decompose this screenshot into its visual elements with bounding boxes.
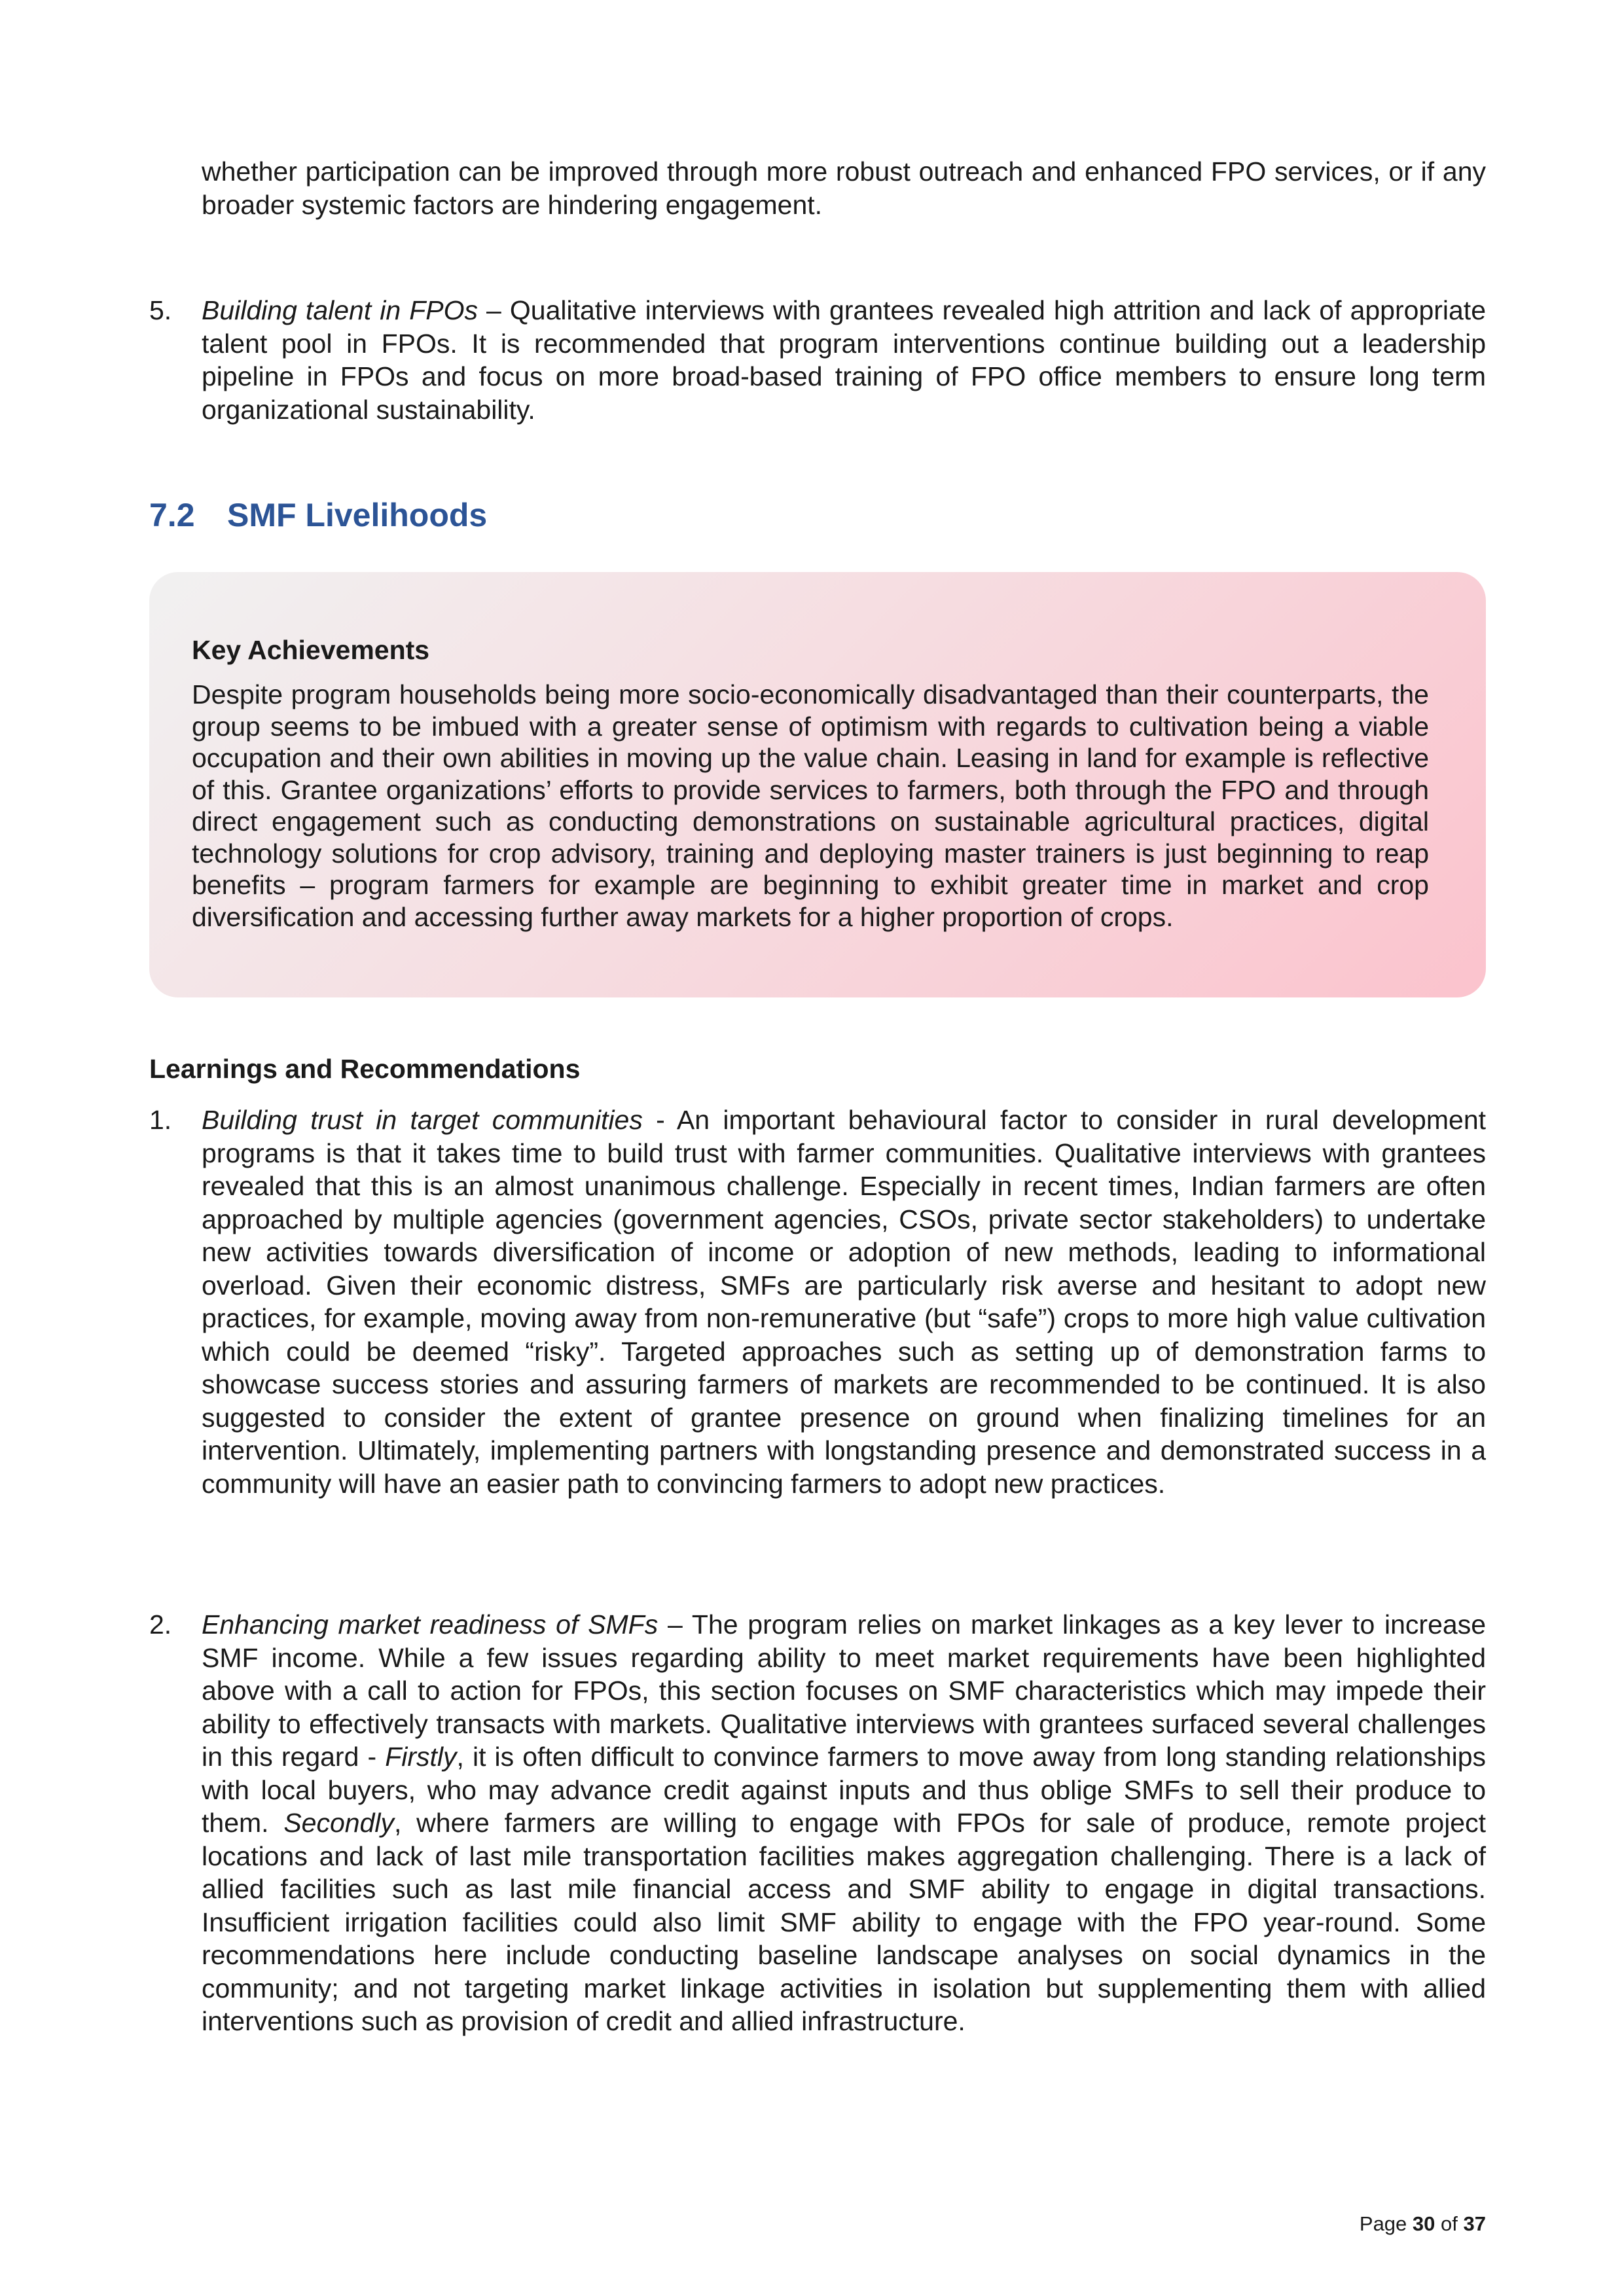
current-page: 30	[1412, 2212, 1435, 2235]
list-item-title: Enhancing market readiness of SMFs	[202, 1609, 659, 1640]
secondly-label: Secondly	[283, 1808, 394, 1838]
firstly-label: Firstly	[385, 1742, 457, 1772]
section-heading	[149, 496, 487, 534]
list-item-text: – Qualitative interviews with grantees revealed high attrition and lack of appropriate talent pool in FPOs. It is recommended that program interventions continue building out a leadership pipeline in FPOs and focus on more broad-based training of FPO office members to ensure long term organizational sustainability.	[202, 295, 1487, 425]
list-item-2	[149, 1608, 1486, 2038]
list-item-body	[202, 294, 1486, 426]
list-item-text: , where farmers are willing to engage with FPOs for sale of produce, remote project locations and lack of last mile transportation facilities makes aggregation challenging. There is a lack of allied facilities such as last mile financial access and SMF ability to engage in digital transactions. Insufficient irrigation facilities could also limit SMF ability to engage with the FPO year-round. Some recommendations here include conducting baseline landscape analyses on social dynamics in the community; and not targeting market linkage activities in isolation but supplementing them with allied interventions such as provision of credit and allied infrastructure.	[202, 1808, 1486, 2036]
list-number: 1.	[149, 1105, 172, 1135]
list-item-body	[202, 1608, 1486, 2038]
page-footer	[1360, 2212, 1486, 2236]
list-item-title: Building trust in target communities	[202, 1105, 643, 1135]
list-item-title: Building talent in FPOs	[202, 295, 478, 325]
list-item-1	[149, 1103, 1486, 1500]
total-pages: 37	[1463, 2212, 1486, 2235]
of-word: of	[1441, 2212, 1458, 2235]
list-item-text: , it is often difficult to convince farmers to move away from long standing relationships with local buyers, who may advance credit against inputs and thus oblige SMFs to sell their produce to them.	[202, 1742, 1486, 1838]
section-title: SMF Livelihoods	[227, 497, 488, 533]
list-item-5	[149, 294, 1486, 426]
list-item-text: - An important behavioural factor to consider in rural development programs is that it takes time to build trust with farmer communities. Qualitative interviews with grantees revealed that this is an almost unanimous challenge. Especially in recent times, Indian farmers are often approached by multiple agencies (government agencies, CSOs, private sector stakeholders) to undertake new activities towards diversification of income or adoption of new methods, leading to informational overload. Given their economic distress, SMFs are particularly risk averse and hesitant to adopt new practices, for example, moving away from non-remunerative (but “safe”) crops to more high value cultivation which could be deemed “risky”. Targeted approaches such as setting up of demonstration farms to showcase success stories and assuring farmers of markets are recommended to be continued. It is also suggested to consider the extent of grantee presence on ground when finalizing timelines for an intervention. Ultimately, implementing partners with longstanding presence and demonstrated success in a community will have an easier path to convincing farmers to adopt new practices.	[202, 1105, 1487, 1499]
section-number: 7.2	[149, 497, 195, 533]
learnings-heading: Learnings and Recommendations	[149, 1054, 581, 1084]
key-achievements-text: Despite program households being more socio-economically disadvantaged than their counterparts, the group seems to be imbued with a greater sense of optimism with regards to cultivation being a viable occupation and their own abilities in moving up the value chain. Leasing in land for example is reflective of this. Grantee organizations’ efforts to provide services to farmers, both through the FPO and through direct engagement such as conducting demonstrations on sustainable agricultural practices, digital technology solutions for crop advisory, training and deploying master trainers is just beginning to reap benefits – program farmers for example are beginning to exhibit greater time in market and crop diversification and accessing further away markets for a higher proportion of crops.	[192, 679, 1429, 932]
list-item-text: – The program relies on market linkages as a key lever to increase SMF income. While a few issues regarding ability to meet market requirements have been highlighted above with a call to action for FPOs, this section focuses on SMF characteristics which may impede their ability to effectively transacts with markets. Qualitative interviews with grantees surfaced several challenges in this regard -	[202, 1609, 1486, 1772]
intro-paragraph: whether participation can be improved through more robust outreach and enhanced FPO services, or if any broader systemic factors are hindering engagement.	[202, 156, 1486, 220]
list-number: 2.	[149, 1609, 172, 1640]
list-number: 5.	[149, 295, 172, 325]
key-achievements-title: Key Achievements	[192, 635, 430, 665]
key-achievements-box	[149, 572, 1486, 997]
page-word: Page	[1359, 2212, 1407, 2235]
list-item-body	[202, 1103, 1486, 1500]
